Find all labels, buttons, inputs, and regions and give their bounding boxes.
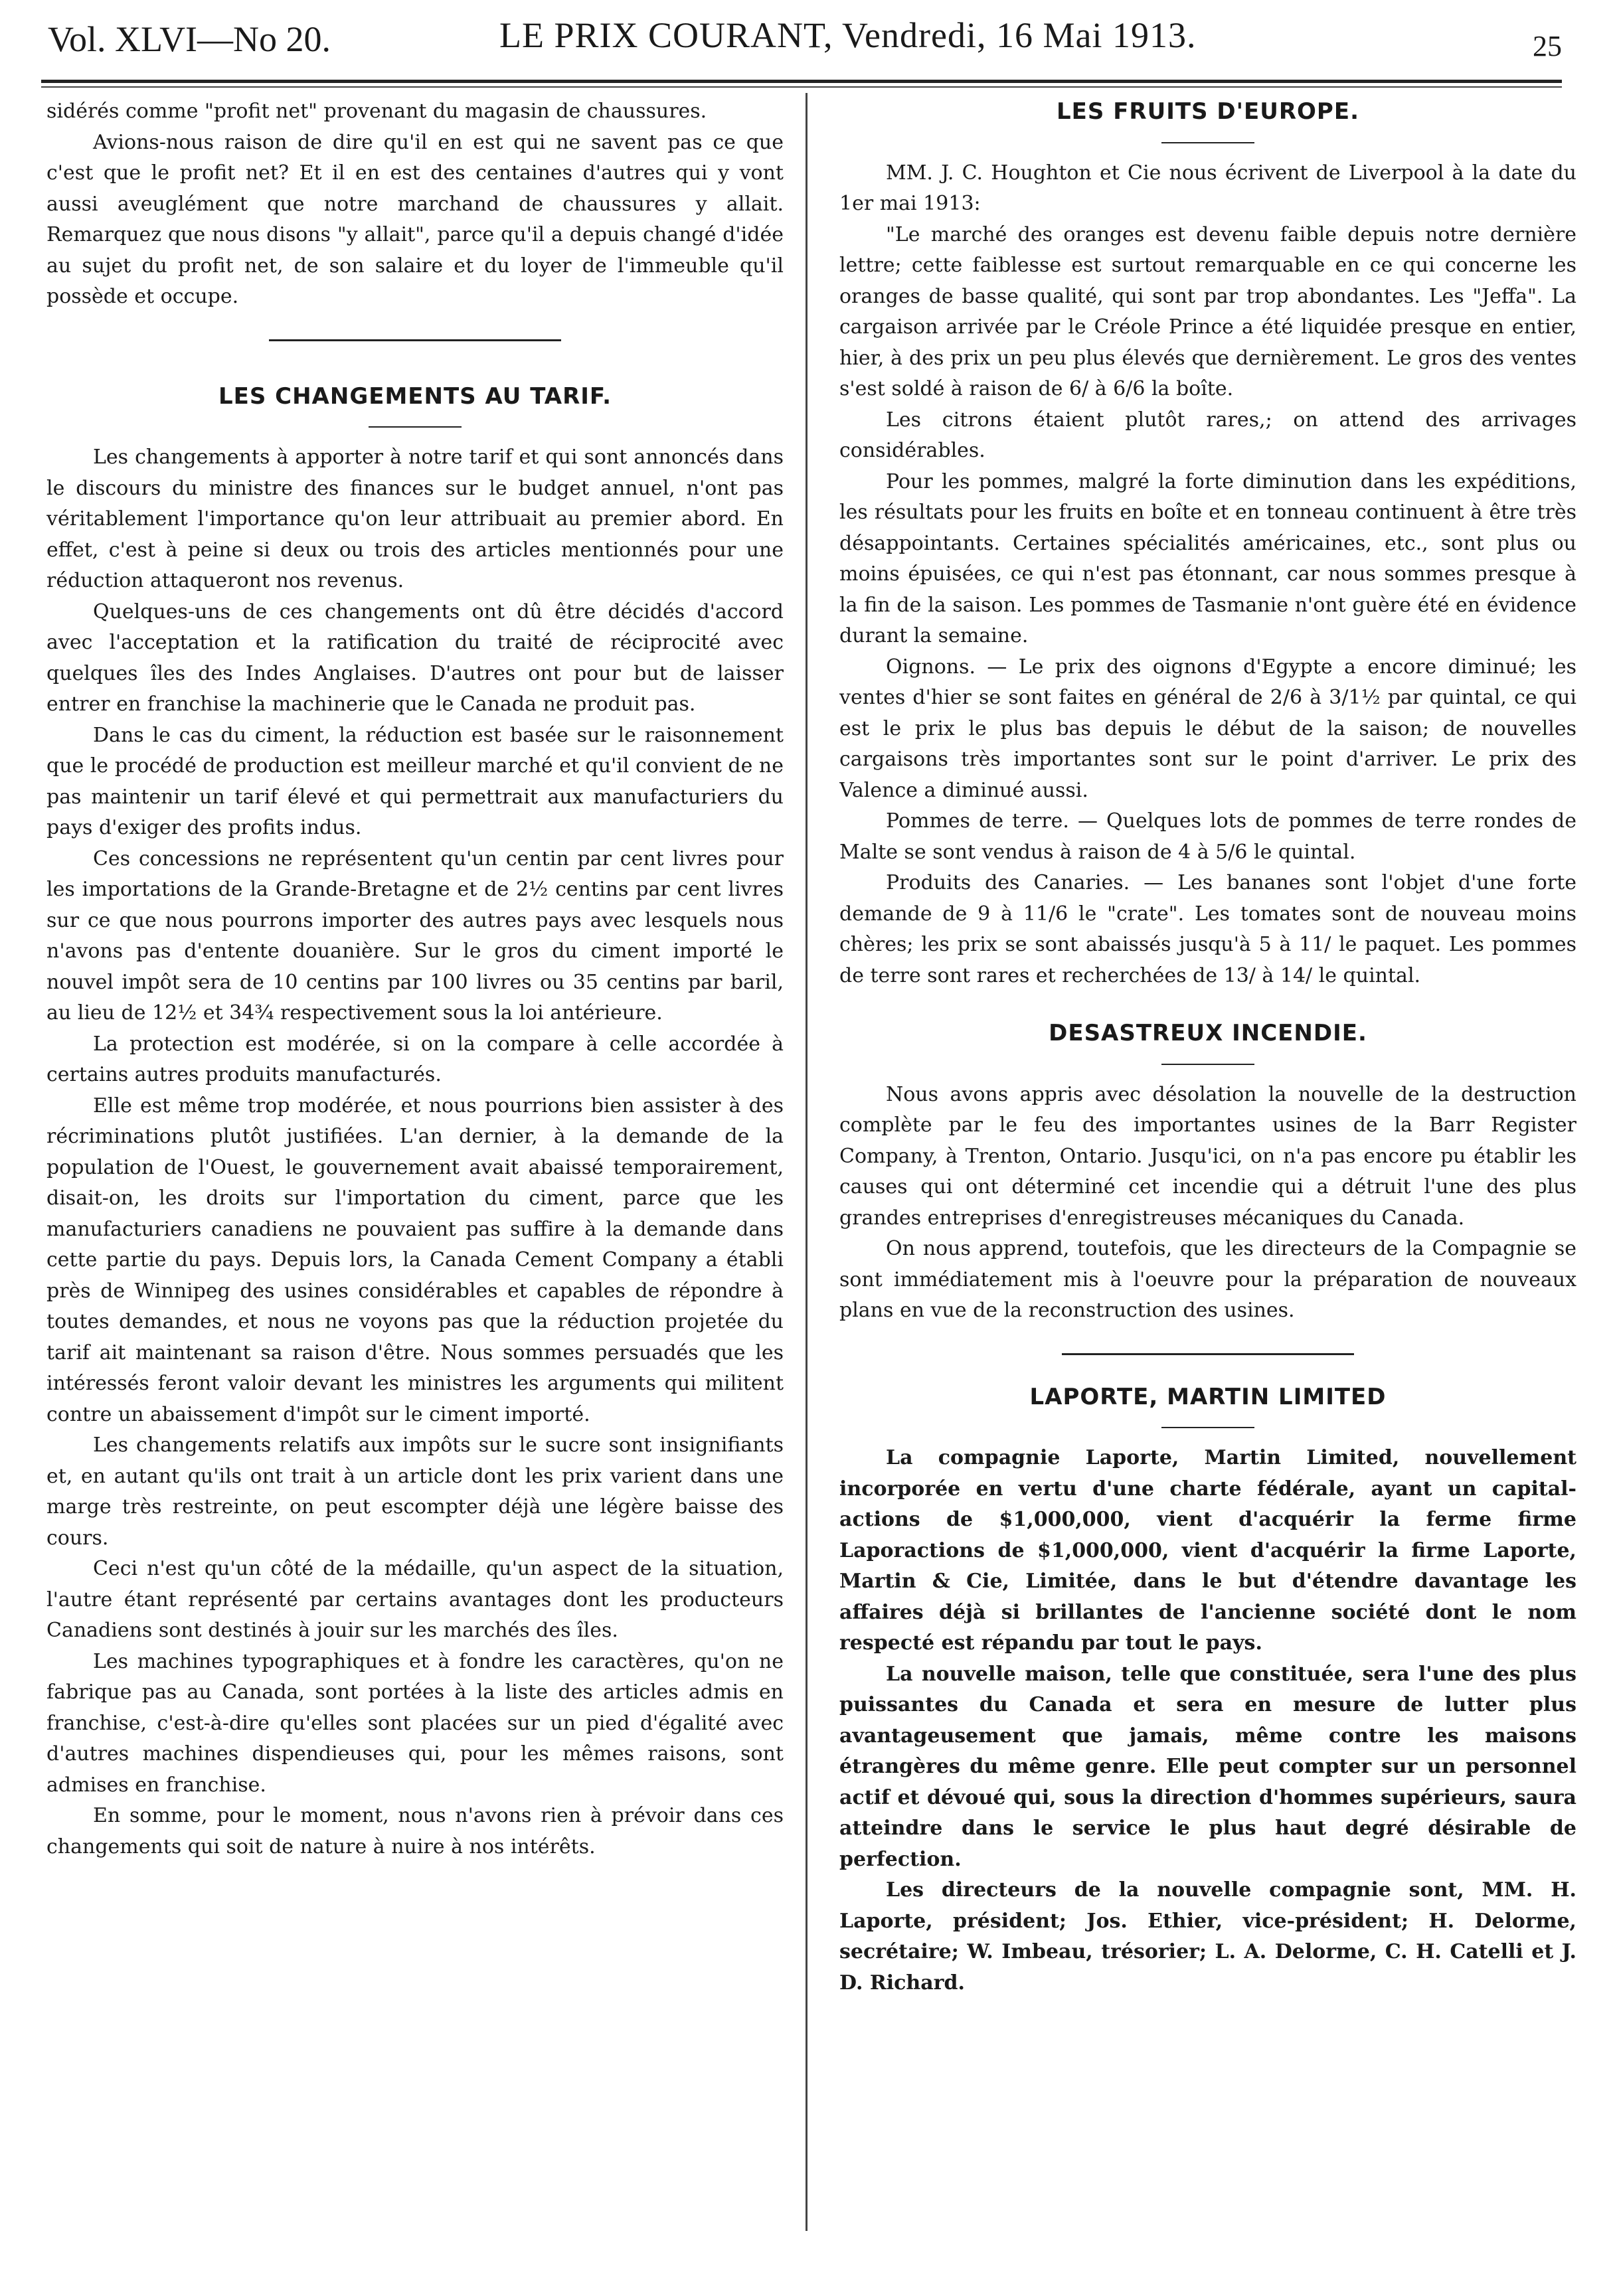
intro-paragraph-2: Avions-nous raison de dire qu'il en est qui ne savent pas ce que c'est que le profit net? Et il en est des centaines d'autres qui y vont aussi aveuglément que notre marchand de chaussures y allait. Remarquez que nous disons "y allait", parce qu'il a depuis changé d'idée au sujet du profit net, de son salaire et du loyer de l'immeuble qu'il possède et occupe.: [46, 130, 784, 308]
tarif-paragraph-7: Les changements relatifs aux impôts sur le sucre sont insignifiants et, en autant qu'ils ont trait à un article dont les prix varient dans une marge très restreinte, on peut escompter déjà une légère baisse des cours.: [46, 1434, 784, 1550]
tarif-paragraph-10: En somme, pour le moment, nous n'avons rien à prévoir dans ces changements qui soit de nature à nuire à nos intérêts.: [46, 1804, 784, 1858]
publication-title: LE PRIX COURANT, Vendredi, 16 Mai 1913.: [499, 15, 1197, 55]
fruits-paragraph-6: Pommes de terre. — Quelques lots de pommes de terre rondes de Malte se sont vendus à raison de 4 à 5/6 le quintal.: [839, 809, 1576, 864]
volume-label: Vol. XLVI—No 20.: [48, 19, 331, 59]
fruits-paragraph-5: Oignons. — Le prix des oignons d'Egypte a encore diminué; les ventes d'hier se sont faites en général de 2/6 à 3/1½ par quintal, ce qui est le prix le plus bas depuis le début de la saison; de nouvelles cargaisons très importantes sont sur le point d'arriver. Le prix des Valence a diminué aussi.: [839, 655, 1576, 802]
fruits-paragraph-1: MM. J. C. Houghton et Cie nous écrivent de Liverpool à la date du 1er mai 1913:: [839, 161, 1576, 215]
incendie-paragraph-2: On nous apprend, toutefois, que les directeurs de la Compagnie se sont immédiatement mis à l'oeuvre pour la préparation de nouveaux plans en vue de la reconstruction des usines.: [839, 1237, 1576, 1322]
incendie-paragraph-1: Nous avons appris avec désolation la nouvelle de la destruction complète par le feu des importantes usines de la Barr Register Company, à Trenton, Ontario. Jusqu'ici, on n'a pas encore pu établir les causes qui ont déterminé cet incendie qui a détruit l'une des plus grandes entreprises d'enregistreuses mécaniques du Canada.: [839, 1082, 1576, 1230]
header-rule: [41, 80, 1562, 83]
page-number: 25: [1533, 30, 1562, 62]
laporte-paragraph-3: Les directeurs de la nouvelle compagnie sont, MM. H. Laporte, président; Jos. Ethier, vice-président; H. Delorme, secrétaire; W. Imbeau, trésorier; L. A. Delorme, C. H. Catelli et J. D. Richard.: [839, 1878, 1576, 1995]
fruits-paragraph-7: Produits des Canaries. — Les bananes sont l'objet d'une forte demande de 9 à 11/6 le "crate". Les tomates sont de nouveau moins chères; les prix se sont abaissés jusqu'à 5 à 11/ le paquet. Les pommes de terre sont rares et recherchées de 13/ à 14/ le quintal.: [839, 871, 1576, 987]
laporte-paragraph-2: La nouvelle maison, telle que constituée, sera l'une des plus puissantes du Canada et sera en mesure de lutter plus avantageusement que jamais, même contre les maisons étrangères du même genre. Elle peut compter sur un personnel actif et dévoué qui, sous la direction d'hommes supérieurs, saura atteindre dans le service le plus haut degré désirable de perfection.: [839, 1662, 1576, 1871]
intro-paragraph-1: sidérés comme "profit net" provenant du magasin de chaussures.: [46, 100, 707, 123]
tarif-paragraph-6: Elle est même trop modérée, et nous pourrions bien assister à des récriminations plutôt justifiées. L'an dernier, à la demande de la population de l'Ouest, le gouvernement avait abaissé temporairement, disait-on, les droits sur l'importation du ciment, parce que les manufacturiers canadiens ne pouvaient pas suffire à la demande dans cette partie du pays. Depuis lors, la Canada Cement Company a établi près de Winnipeg des usines considérables et capables de répondre à toutes demandes, et nous ne voyons pas que la réduction projetée du tarif ait maintenant sa raison d'être. Nous sommes persuadés que les intéressés feront valoir devant les ministres les arguments qui militent contre un abaissement d'impôt sur le ciment importé.: [46, 1094, 784, 1426]
tarif-paragraph-8: Ceci n'est qu'un côté de la médaille, qu'un aspect de la situation, l'autre étant représenté par certains avantages dont les producteurs Canadiens sont destinés à jouir sur les marchés des îles.: [46, 1557, 784, 1642]
tarif-paragraph-9: Les machines typographiques et à fondre les caractères, qu'on ne fabrique pas au Canada, sont portées à la liste des articles admis en franchise, c'est-à-dire qu'elles sont placées sur un pied d'égalité avec d'autres machines dispendieuses qui, pour les mêmes raisons, sont admises en franchise.: [46, 1649, 784, 1797]
fruits-paragraph-2: "Le marché des oranges est devenu faible depuis notre dernière lettre; cette faiblesse est surtout remarquable en ce qui concerne les oranges de basse qualité, qui sont par trop abondantes. Les "Jeffa". La cargaison arrivée par le Créole Prince a été liquidée presque en entier, hier, à des prix un peu plus élevés que dernièrement. Le gros des ventes s'est soldé à raison de 6/ à 6/6 la boîte.: [839, 222, 1576, 400]
laporte-heading: LAPORTE, MARTIN LIMITED: [1029, 1383, 1387, 1410]
column-divider: [806, 93, 808, 2231]
fruits-paragraph-4: Pour les pommes, malgré la forte diminution dans les expéditions, les résultats pour les fruits en boîte et en tonneau continuent à être très désappointants. Certaines spécialités américaines, etc., sont plus ou moins épuisées, ce qui n'est pas étonnant, car nous sommes presque à la fin de la saison. Les pommes de Tasmanie n'ont guère été en évidence durant la semaine.: [839, 469, 1576, 647]
right-column: [839, 96, 1576, 2248]
incendie-heading: DESASTREUX INCENDIE.: [1049, 1020, 1367, 1046]
fruits-heading: LES FRUITS D'EUROPE.: [1056, 98, 1359, 125]
laporte-paragraph-1: La compagnie Laporte, Martin Limited, nouvellement incorporée en vertu d'une charte fédérale, ayant un capital-actions de $1,000,000, vient d'acquérir la ferme firme Laporactions de $1,000,000, vient d'acquérir la firme Laporte, Martin & Cie, Limitée, dans le but d'étendre davantage les affaires déjà si brillantes de l'ancienne société dont le nom respecté est répandu par tout le pays.: [839, 1446, 1576, 1655]
tarif-paragraph-2: Quelques-uns de ces changements ont dû être décidés d'accord avec l'acceptation et la ratification du traité de réciprocité avec quelques îles des Indes Anglaises. D'autres ont pour but de laisser entrer en franchise la machinerie que le Canada ne produit pas.: [46, 600, 784, 716]
tarif-paragraph-1: Les changements à apporter à notre tarif et qui sont annoncés dans le discours du ministre des finances sur le budget annuel, n'ont pas véritablement l'importance qu'on leur attribuait au premier abord. En effet, c'est à peine si deux ou trois des articles mentionnés pour une réduction attaqueront nos revenus.: [46, 446, 784, 592]
tarif-paragraph-4: Ces concessions ne représentent qu'un centin par cent livres pour les importations de la Grande-Bretagne et de 2½ centins par cent livres sur ce que nous pourrons importer des autres pays avec lesquels nous n'avons pas d'entente douanière. Sur le gros du ciment importé le nouvel impôt sera de 10 centins par 100 livres ou 35 centins par baril, au lieu de 12½ et 34¾ respectivement sous la loi antérieure.: [46, 847, 784, 1025]
page-header: [41, 9, 1562, 62]
tarif-heading: LES CHANGEMENTS AU TARIF.: [218, 382, 612, 410]
header-rule-thin: [41, 86, 1562, 88]
left-column: [46, 96, 784, 2248]
tarif-paragraph-3: Dans le cas du ciment, la réduction est basée sur le raisonnement que le procédé de production est meilleur marché et qu'il convient de ne pas maintenir un tarif élevé et qui permettrait aux manufacturiers du pays d'exiger des profits indus.: [46, 723, 784, 839]
fruits-paragraph-3: Les citrons étaient plutôt rares,; on attend des arrivages considérables.: [839, 408, 1576, 462]
tarif-paragraph-5: La protection est modérée, si on la compare à celle accordée à certains autres produits manufacturés.: [46, 1032, 784, 1086]
